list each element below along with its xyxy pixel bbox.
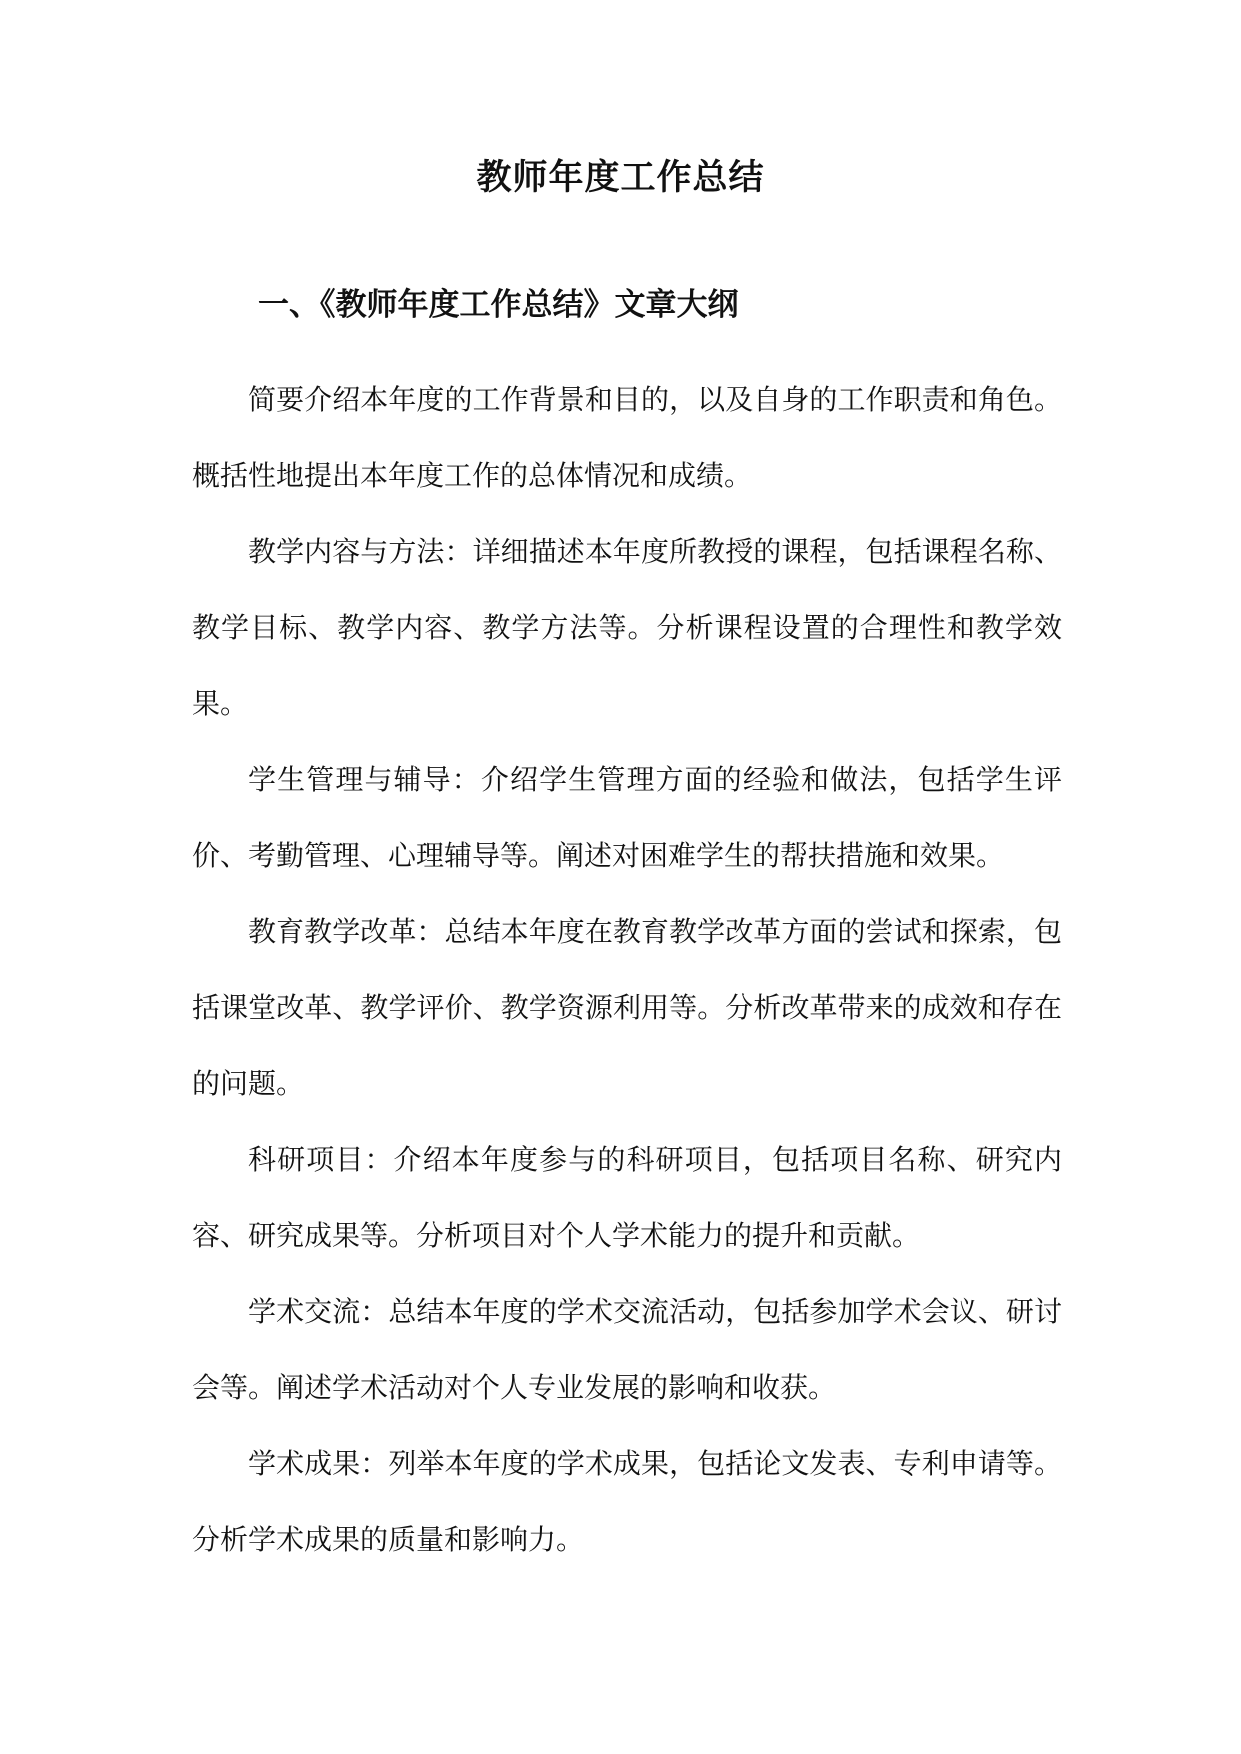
paragraph-teaching: 教学内容与方法：详细描述本年度所教授的课程，包括课程名称、教学目标、教学内容、教学方法等。分析课程设置的合理性和教学效果。 xyxy=(192,535,1062,720)
paragraph-academic-exchange: 学术交流：总结本年度的学术交流活动，包括参加学术会议、研讨会等。阐述学术活动对个人专业发展的影响和收获。 xyxy=(192,1295,1062,1404)
document-title: 教师年度工作总结 xyxy=(476,158,765,198)
document-body xyxy=(192,362,1062,1578)
paragraph-academic-achievements: 学术成果：列举本年度的学术成果，包括论文发表、专利申请等。分析学术成果的质量和影响力。 xyxy=(192,1447,1062,1556)
paragraph-intro: 简要介绍本年度的工作背景和目的，以及自身的工作职责和角色。概括性地提出本年度工作的总体情况和成绩。 xyxy=(192,383,1062,492)
paragraph-teaching-reform: 教育教学改革：总结本年度在教育教学改革方面的尝试和探索，包括课堂改革、教学评价、教学资源利用等。分析改革带来的成效和存在的问题。 xyxy=(192,915,1062,1100)
paragraph-research-projects: 科研项目：介绍本年度参与的科研项目，包括项目名称、研究内容、研究成果等。分析项目对个人学术能力的提升和贡献。 xyxy=(192,1143,1062,1252)
section-heading: 一、《教师年度工作总结》文章大纲 xyxy=(258,287,739,323)
paragraph-student-management: 学生管理与辅导：介绍学生管理方面的经验和做法，包括学生评价、考勤管理、心理辅导等。阐述对困难学生的帮扶措施和效果。 xyxy=(192,763,1062,872)
